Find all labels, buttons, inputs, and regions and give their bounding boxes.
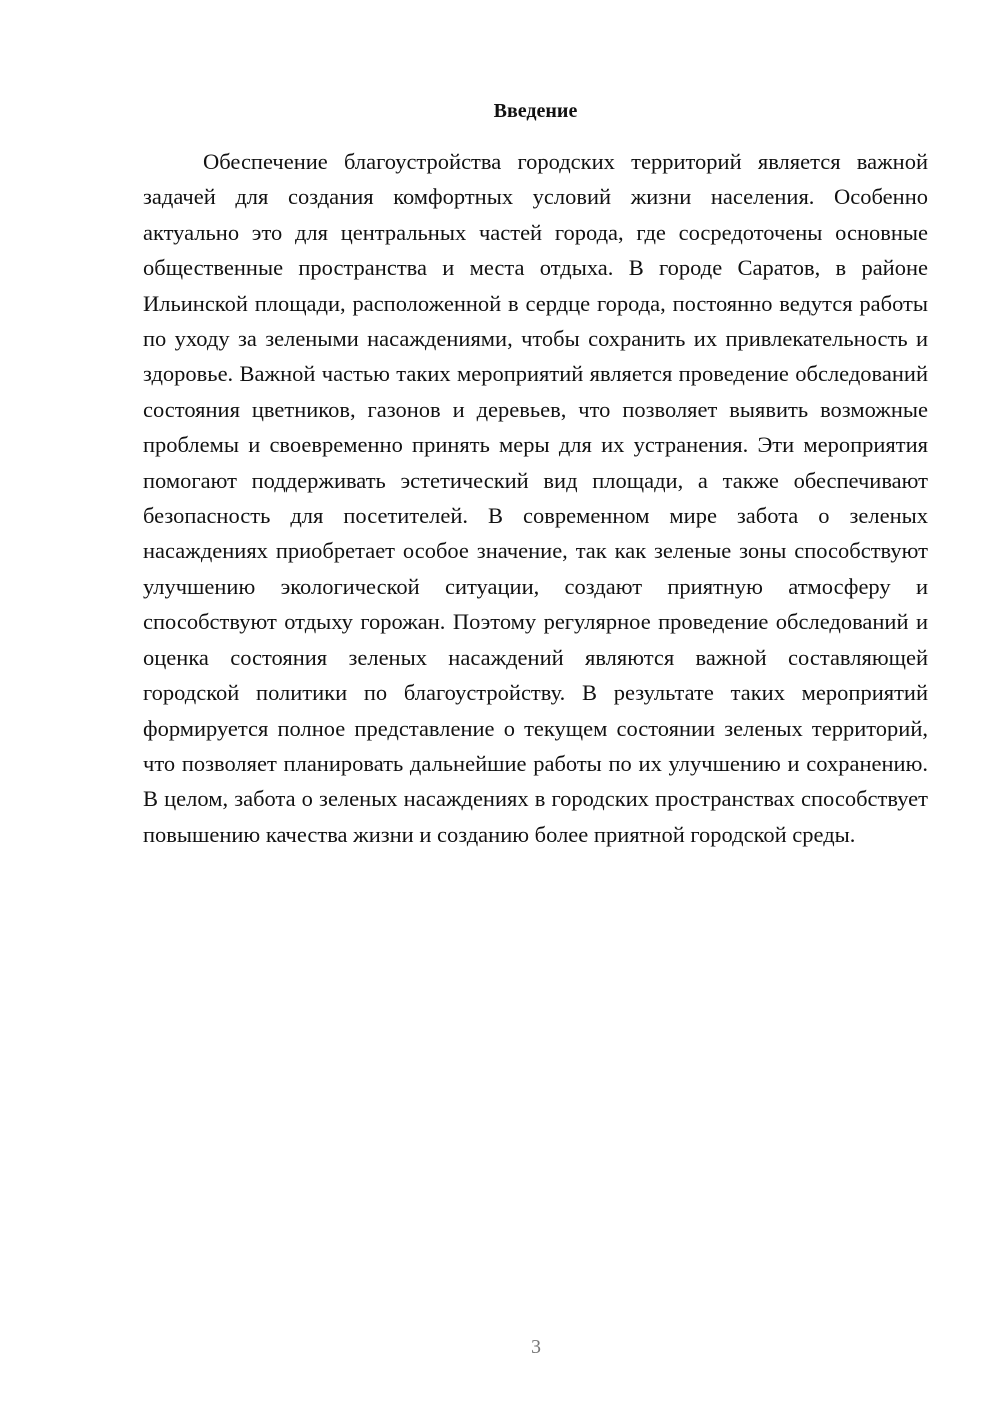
page-number: 3: [531, 1336, 541, 1358]
body-paragraph: Обеспечение благоустройства городских территорий является важной задачей для создания комфортных условий жизни населения. Особенно актуально это для центральных частей города, где сосредоточены основные общественные пространства и места отдыха. В городе Саратов, в районе Ильинской площади, расположенной в сердце города, постоянно ведутся работы по уходу за зелеными насаждениями, чтобы сохранить их привлекательность и здоровье. Важной частью таких мероприятий является проведение обследований состояния цветников, газонов и деревьев, что позволяет выявить возможные проблемы и своевременно принять меры для их устранения. Эти мероприятия помогают поддерживать эстетический вид площади, а также обеспечивают безопасность для посетителей. В современном мире забота о зеленых насаждениях приобретает особое значение, так как зеленые зоны способствуют улучшению экологической ситуации, создают приятную атмосферу и способствуют отдыху горожан. Поэтому регулярное проведение обследований и оценка состояния зеленых насаждений являются важной составляющей городской политики по благоустройству. В результате таких мероприятий формируется полное представление о текущем состоянии зеленых территорий, что позволяет планировать дальнейшие работы по их улучшению и сохранению. В целом, забота о зеленых насаждениях в городских пространствах способствует повышению качества жизни и созданию более приятной городской среды.: [143, 149, 928, 847]
section-heading: Введение: [493, 100, 578, 122]
